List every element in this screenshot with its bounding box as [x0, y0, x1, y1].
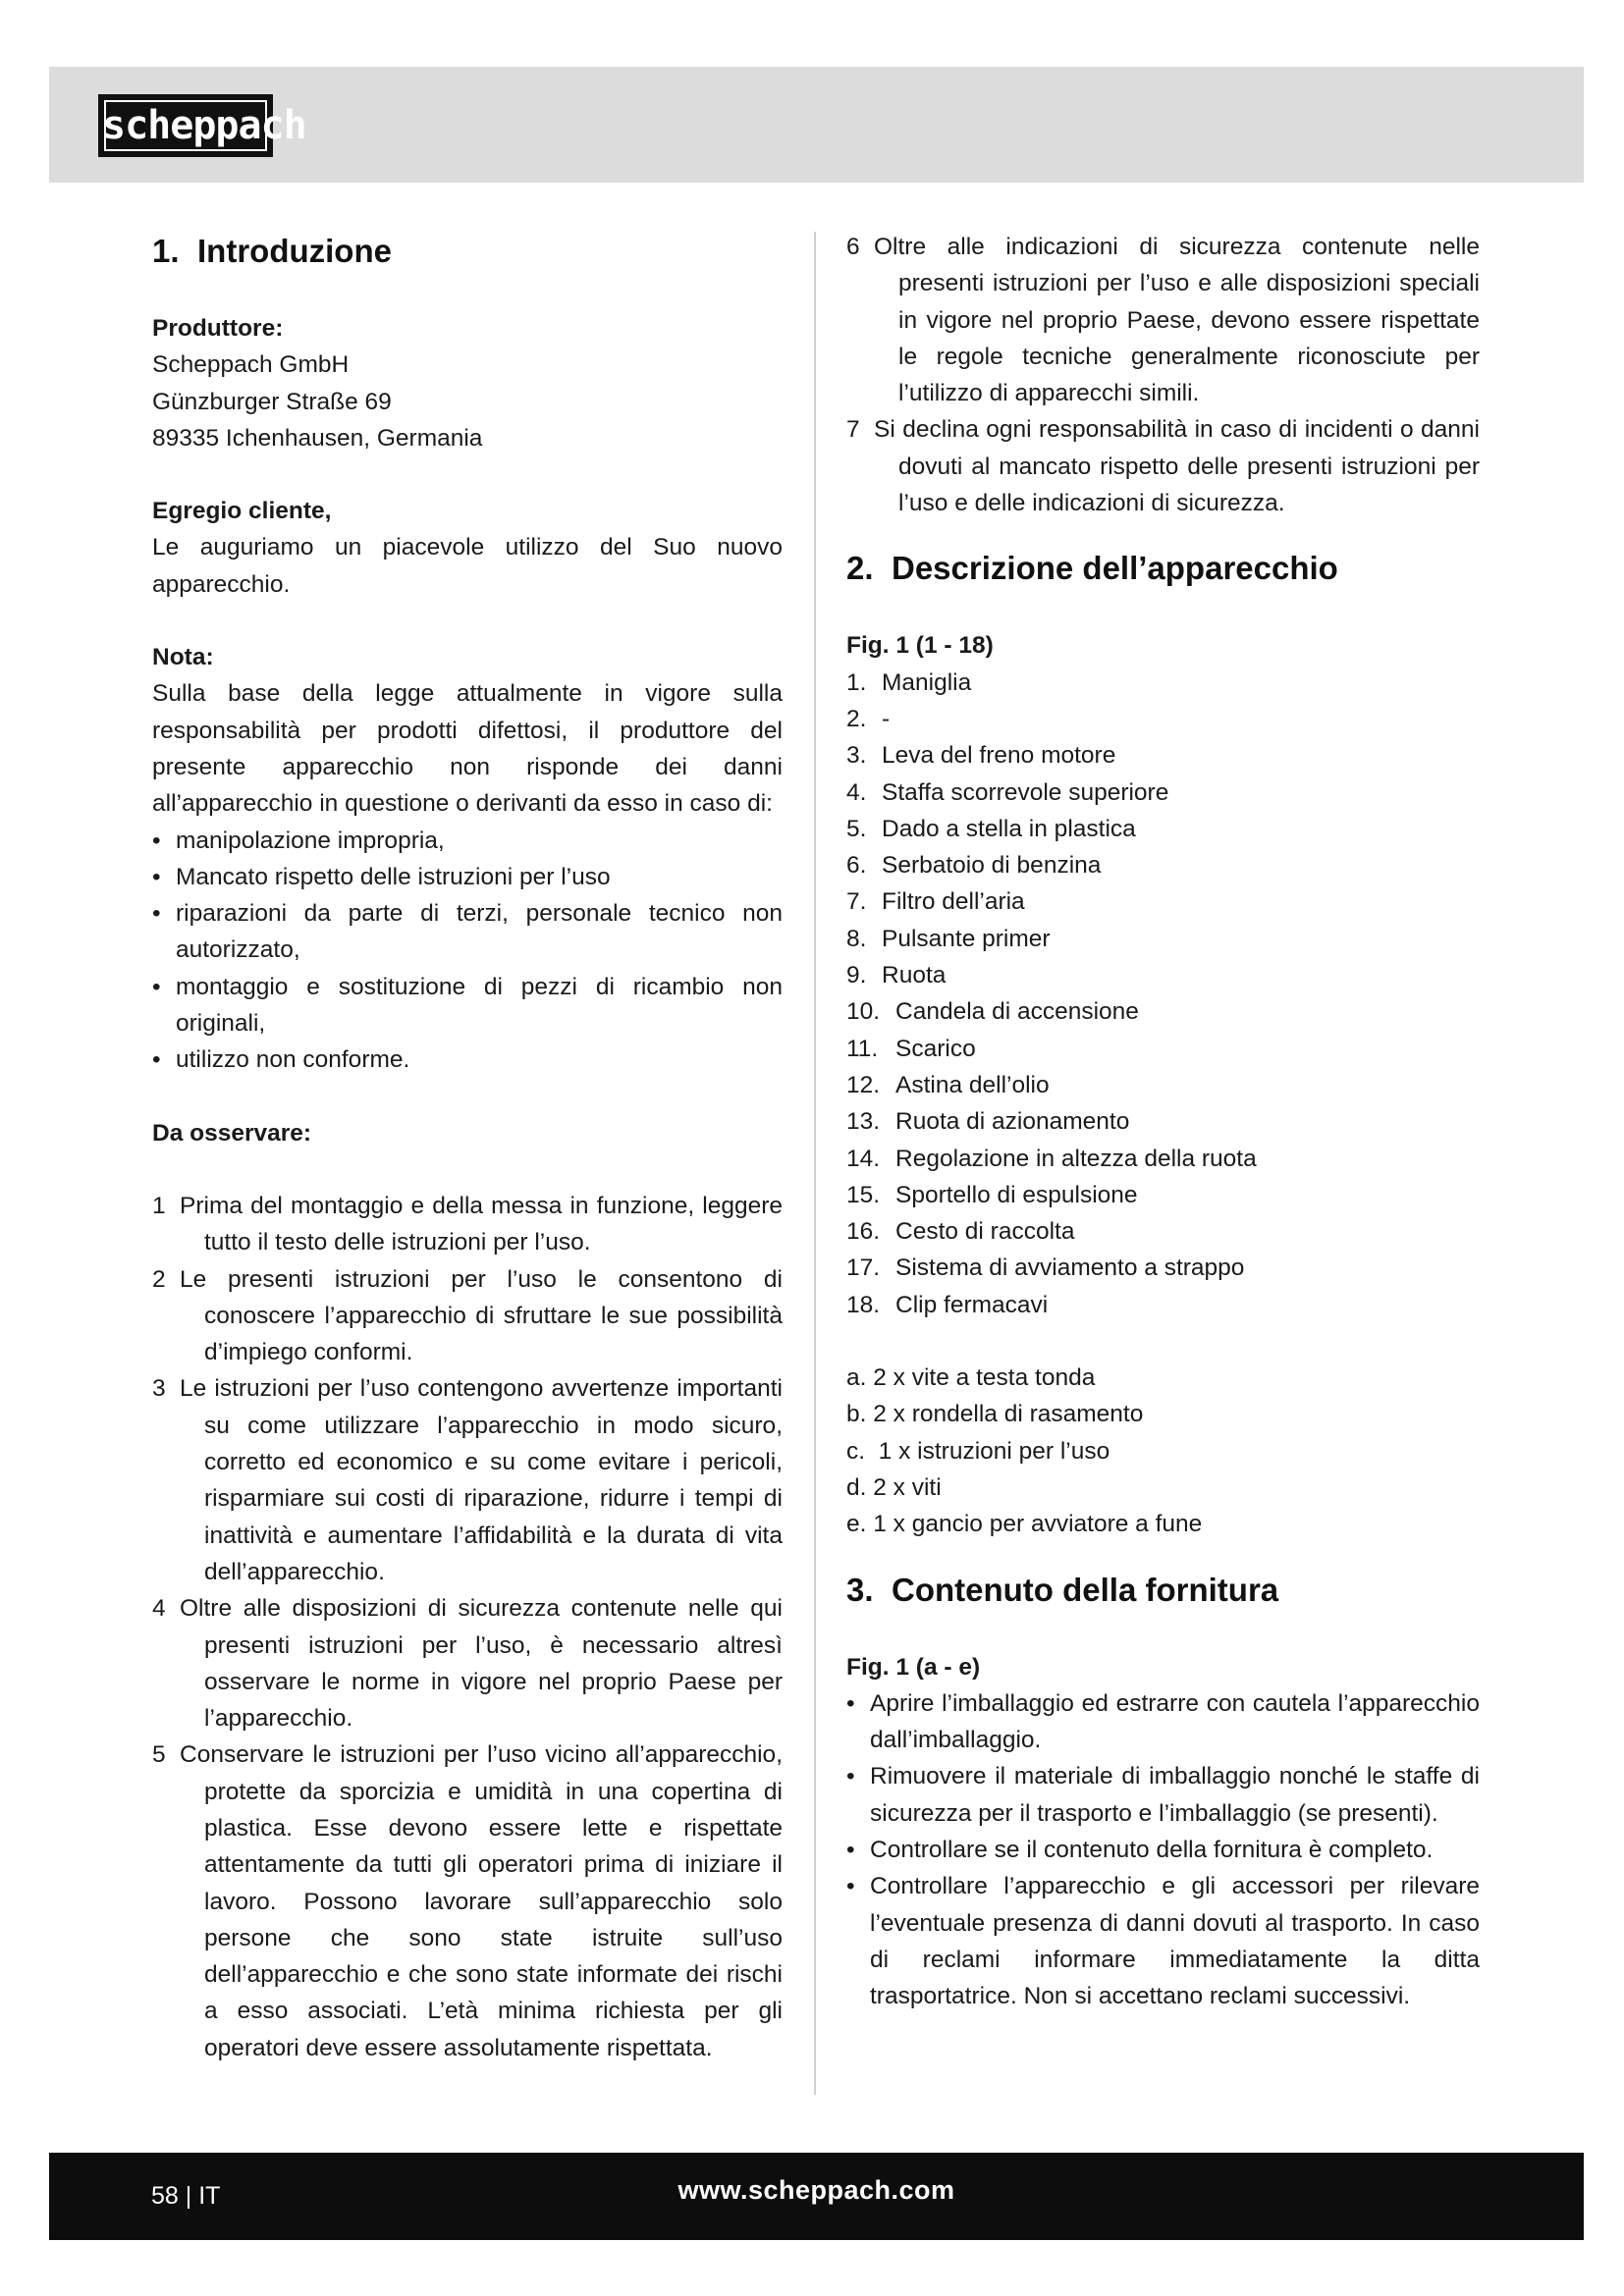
section-title-descrizione: 2. Descrizione dell’apparecchio	[846, 550, 1338, 587]
list-item: d. 2 x viti	[846, 1473, 942, 1501]
list-item: 6 Oltre alle indicazioni di sicurezza contenute nelle presenti istruzioni per l’uso e alle disposizioni speciali in vigore nel proprio Paese, devono essere rispettate le regole tecniche generalmente riconosciute per l’utilizzo di apparecchi simili.	[846, 234, 1480, 407]
list-item: c. 1 x istruzioni per l’uso	[846, 1437, 1110, 1465]
observe-block	[152, 1115, 783, 2066]
description-block	[846, 627, 1480, 1542]
footer-bar	[49, 2153, 1584, 2240]
figure-ref: Fig. 1 (a - e)	[846, 1653, 981, 1681]
accessories-list	[846, 1360, 1480, 1542]
list-item: 2 Le presenti istruzioni per l’uso le consentono di conoscere l’apparecchio di sfruttare le sue possibilità d’impiego conformi.	[152, 1265, 783, 1366]
observe-label: Da osservare:	[152, 1119, 312, 1147]
scope-block	[846, 1649, 1480, 2015]
section-title-introduzione: 1. Introduzione	[152, 233, 392, 269]
observe-list	[152, 1188, 783, 2066]
parts-list-2	[846, 993, 1480, 1323]
list-item: • manipolazione impropria,	[152, 827, 445, 854]
producer-block	[152, 310, 783, 456]
list-item: • utilizzo non conforme.	[152, 1046, 410, 1074]
page-number: 58 | IT	[151, 2182, 221, 2210]
greeting-label: Egregio cliente,	[152, 498, 332, 525]
figure-ref: Fig. 1 (1 - 18)	[846, 632, 994, 660]
list-item: 14. Regolazione in altezza della ruota	[846, 1145, 1257, 1172]
list-item: 2. -	[846, 705, 891, 732]
scheppach-logo: scheppach	[98, 94, 273, 157]
list-item: 10. Candela di accensione	[846, 998, 1139, 1026]
list-item: 5 Conservare le istruzioni per l’uso vicino all’apparecchio, protette da sporcizia e umidità in una copertina di plastica. Esse devono essere lette e rispettate attentamente da tutti gli operatori prima di iniziare il lavoro. Possono lavorare sull’apparecchio solo persone che sono state istruite sull’uso dell’apparecchio e che sono state informate dei rischi a esso associati. L’età minima richiesta per gli operatori deve essere assolutamente rispettata.	[152, 1741, 783, 2061]
left-column	[152, 232, 783, 2066]
list-item: 11. Scarico	[846, 1035, 976, 1062]
producer-line: Scheppach GmbH	[152, 351, 350, 379]
list-item: 6. Serbatoio di benzina	[846, 852, 1102, 880]
list-item: • Controllare se il contenuto della fornitura è completo.	[846, 1836, 1434, 1863]
note-bullets	[152, 823, 783, 1079]
note-text: Sulla base della legge attualmente in vigore sulla responsabilità per prodotti difettosi, il produttore del presente apparecchio non risponde dei danni all’apparecchio in questione o derivanti da esso in caso di:	[152, 680, 783, 818]
list-item: • riparazioni da parte di terzi, personale tecnico non autorizzato,	[152, 900, 783, 964]
observe-list-continued	[846, 229, 1480, 521]
list-item: • montaggio e sostituzione di pezzi di ricambio non originali,	[152, 973, 783, 1038]
list-item: 4 Oltre alle disposizioni di sicurezza contenute nelle qui presenti istruzioni per l’uso, è necessario altresì osservare le norme in vigore nel proprio Paese per l’apparecchio.	[152, 1595, 783, 1733]
right-column	[846, 232, 1480, 2014]
greeting-text: Le auguriamo un piacevole utilizzo del Suo nuovo apparecchio.	[152, 534, 783, 598]
list-item: 18. Clip fermacavi	[846, 1291, 1049, 1318]
column-divider	[814, 232, 816, 2095]
section-title-contenuto: 3. Contenuto della fornitura	[846, 1571, 1279, 1608]
list-item: 3 Le istruzioni per l’uso contengono avvertenze importanti su come utilizzare l’apparecchio in modo sicuro, corretto ed economico e su come evitare i pericoli, risparmiare sui costi di riparazione, ridurre i tempi di inattività e aumentare l’affidabilità e la durata di vita dell’apparecchio.	[152, 1375, 783, 1585]
list-item: 1 Prima del montaggio e della messa in funzione, leggere tutto il testo delle istruzioni per l’uso.	[152, 1192, 783, 1256]
observe-continued	[846, 229, 1480, 521]
list-item: 17. Sistema di avviamento a strappo	[846, 1255, 1245, 1282]
list-item: a. 2 x vite a testa tonda	[846, 1364, 1096, 1392]
list-item: 13. Ruota di azionamento	[846, 1108, 1130, 1136]
list-item: • Mancato rispetto delle istruzioni per l’uso	[152, 863, 611, 890]
list-item: 16. Cesto di raccolta	[846, 1218, 1075, 1246]
list-item: b. 2 x rondella di rasamento	[846, 1401, 1144, 1428]
website-link[interactable]: www.scheppach.com	[677, 2175, 955, 2205]
list-item: 3. Leva del freno motore	[846, 742, 1116, 770]
note-label: Nota:	[152, 644, 214, 671]
list-item: 8. Pulsante primer	[846, 925, 1051, 952]
list-item: • Rimuovere il materiale di imballaggio nonché le staffe di sicurezza per il trasporto e l’imballaggio (se presenti).	[846, 1763, 1480, 1827]
parts-list	[846, 665, 1480, 994]
list-item: 7. Filtro dell’aria	[846, 888, 1025, 916]
producer-line: 89335 Ichenhausen, Germania	[152, 424, 483, 452]
list-item: 7 Si declina ogni responsabilità in caso di incidenti o danni dovuti al mancato rispetto delle presenti istruzioni per l’uso e delle indicazioni di sicurezza.	[846, 416, 1480, 517]
list-item: 12. Astina dell’olio	[846, 1071, 1050, 1098]
list-item: 15. Sportello di espulsione	[846, 1181, 1138, 1208]
scope-bullets	[846, 1685, 1480, 2015]
list-item: 9. Ruota	[846, 962, 947, 989]
list-item: 1. Maniglia	[846, 668, 972, 696]
greeting-block	[152, 493, 783, 603]
note-block	[152, 639, 783, 1079]
producer-label: Produttore:	[152, 315, 284, 342]
header-band	[49, 67, 1584, 183]
producer-line: Günzburger Straße 69	[152, 388, 392, 415]
list-item: • Controllare l’apparecchio e gli accessori per rilevare l’eventuale presenza di danni dovuti al trasporto. In caso di reclami informare immediatamente la ditta trasportatrice. Non si accettano reclami successivi.	[846, 1873, 1480, 2010]
list-item: 5. Dado a stella in plastica	[846, 815, 1136, 842]
list-item: e. 1 x gancio per avviatore a fune	[846, 1511, 1203, 1538]
list-item: 4. Staffa scorrevole superiore	[846, 778, 1169, 806]
list-item: • Aprire l’imballaggio ed estrarre con cautela l’apparecchio dall’imballaggio.	[846, 1689, 1480, 1754]
